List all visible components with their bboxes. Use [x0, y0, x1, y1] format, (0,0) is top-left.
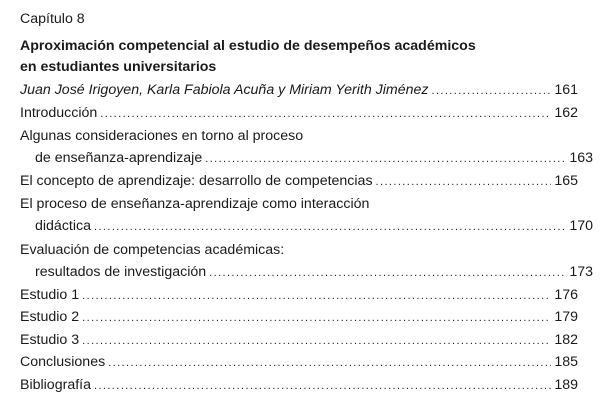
toc-entry-proceso[interactable] [20, 216, 593, 236]
leader-dots [82, 308, 551, 328]
leader-dots [100, 104, 551, 124]
toc-page-number: 185 [554, 354, 578, 370]
toc-entry-conclusiones[interactable] [20, 352, 578, 372]
toc-entry-text[interactable]: Evaluación de competencias académicas: [20, 242, 285, 258]
toc-page-number: 163 [569, 150, 593, 166]
toc-page-number: 179 [554, 309, 578, 325]
toc-page-number: 162 [554, 105, 578, 121]
toc-entry-text: Juan José Irigoyen, Karla Fabiola Acuña y Miriam Yerith Jiménez [20, 82, 429, 98]
leader-dots [108, 353, 551, 373]
chapter-label: Capítulo 8 [20, 11, 85, 27]
toc-entry-text: Introducción [20, 105, 98, 121]
leader-dots [205, 149, 566, 169]
toc-entry-estudio-1[interactable] [20, 285, 578, 305]
toc-entry-text-cont: didáctica [35, 218, 91, 234]
leader-dots [82, 331, 551, 351]
toc-page-number: 170 [569, 218, 593, 234]
toc-entry-text-cont: de enseñanza-aprendizaje [35, 150, 203, 166]
toc-entry-authors[interactable] [20, 80, 578, 100]
leader-dots [431, 81, 551, 101]
toc-page-number: 173 [569, 264, 593, 280]
leader-dots [209, 263, 566, 283]
toc-page-number: 182 [554, 332, 578, 348]
toc-entry-text-cont: resultados de investigación [35, 264, 207, 280]
toc-entry-text: Estudio 3 [20, 332, 80, 348]
toc-entry-estudio-2[interactable] [20, 307, 578, 327]
leader-dots [82, 286, 551, 306]
toc-page-number: 189 [554, 377, 578, 393]
toc-page-number: 161 [554, 82, 578, 98]
chapter-title-line2: en estudiantes universitarios [20, 59, 217, 75]
toc-entry-bibliografia[interactable] [20, 375, 578, 395]
toc-entry-text: Estudio 1 [20, 287, 80, 303]
toc-page-number: 176 [554, 287, 578, 303]
toc-entry-estudio-3[interactable] [20, 330, 578, 350]
toc-entry-evaluacion[interactable] [20, 262, 593, 282]
toc-entry-text[interactable]: Algunas consideraciones en torno al proceso [20, 128, 304, 144]
leader-dots [94, 217, 566, 237]
toc-entry-text[interactable]: El proceso de enseñanza-aprendizaje como interacción [20, 196, 370, 212]
toc-entry-text: Bibliografía [20, 377, 91, 393]
leader-dots [376, 172, 551, 192]
leader-dots [94, 376, 551, 396]
toc-entry-concepto[interactable] [20, 171, 578, 191]
toc-entry-text: El concepto de aprendizaje: desarrollo de competencias [20, 173, 373, 189]
toc-entry-text: Estudio 2 [20, 309, 80, 325]
toc-entry-text: Conclusiones [20, 354, 106, 370]
toc-page-number: 165 [554, 173, 578, 189]
toc-entry-introduccion[interactable] [20, 103, 578, 123]
toc-entry-consideraciones[interactable] [20, 148, 593, 168]
chapter-title-line1: Aproximación competencial al estudio de desempeños académicos [20, 38, 476, 54]
